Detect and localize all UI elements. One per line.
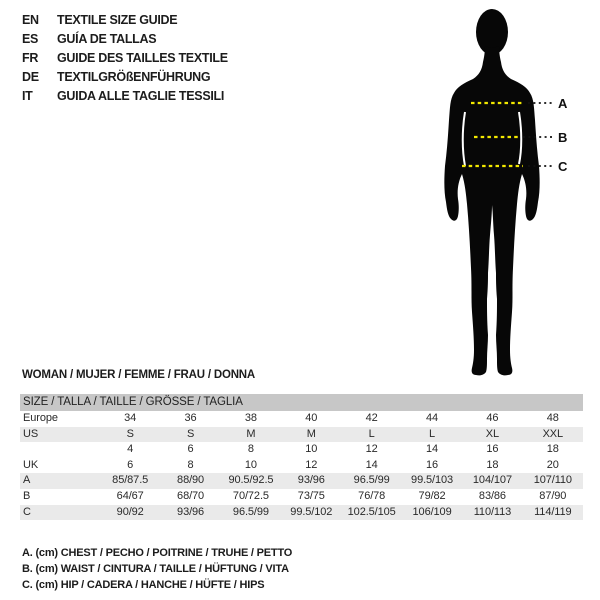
- row-label: A: [23, 474, 31, 487]
- size-cell: 88/90: [177, 474, 205, 487]
- language-label: TEXTILGRÖßENFÜHRUNG: [57, 70, 211, 84]
- legend-line: A. (cm) CHEST / PECHO / POITRINE / TRUHE / PETTO: [22, 547, 293, 559]
- size-cell: 48: [546, 412, 559, 424]
- size-cell: L: [429, 427, 436, 440]
- size-cell: 90/92: [116, 505, 144, 518]
- marker-label-b: B: [558, 130, 568, 145]
- size-cell: 18: [486, 458, 499, 471]
- section-title-woman: WOMAN / MUJER / FEMME / FRAU / DONNA: [22, 369, 256, 381]
- size-cell: 110/113: [473, 505, 512, 518]
- size-cell: 4: [127, 443, 134, 456]
- size-cell: 104/107: [472, 474, 512, 487]
- size-cell: 76/78: [358, 489, 386, 502]
- woman-silhouette-illustration: [438, 2, 562, 380]
- size-cell: 68/70: [177, 489, 205, 502]
- language-row: [22, 30, 228, 49]
- size-cell: 64/67: [116, 489, 144, 502]
- size-cell: 16: [486, 443, 499, 456]
- language-code: ES: [22, 32, 39, 46]
- size-cell: XL: [485, 427, 500, 440]
- legend-line: C. (cm) HIP / CADERA / HANCHE / HÜFTE / HIPS: [22, 579, 265, 591]
- language-label: TEXTILE SIZE GUIDE: [57, 13, 178, 27]
- size-cell: 18: [546, 443, 559, 456]
- language-list: [22, 11, 228, 106]
- size-cell: 79/82: [418, 489, 446, 502]
- size-cell: 96.5/99: [353, 474, 390, 487]
- size-cell: 99.5/103: [411, 474, 454, 487]
- table-row: [20, 473, 583, 489]
- language-code: IT: [22, 89, 33, 103]
- size-cell: 90.5/92.5: [228, 474, 274, 487]
- size-cell: 6: [187, 443, 194, 456]
- size-cell: XXL: [542, 427, 564, 440]
- language-row: [22, 68, 228, 87]
- table-row: [20, 442, 583, 458]
- language-label: GUIDE DES TAILLES TEXTILE: [57, 51, 228, 65]
- table-row: [20, 505, 583, 521]
- measurement-legend: [22, 545, 292, 593]
- size-cell: 8: [247, 443, 254, 456]
- size-cell: 102.5/105: [347, 505, 396, 518]
- row-label: UK: [23, 458, 39, 471]
- row-label: C: [23, 505, 31, 518]
- size-cell: 14: [426, 443, 439, 456]
- size-cell: 8: [187, 458, 194, 471]
- size-cell: 6: [127, 458, 134, 471]
- size-cell: 46: [486, 412, 499, 424]
- table-row: [20, 458, 583, 474]
- size-cell: 114/119: [534, 505, 572, 518]
- language-code: FR: [22, 51, 39, 65]
- size-cell: 16: [426, 458, 439, 471]
- size-cell: 20: [546, 458, 559, 471]
- size-cell: 42: [365, 412, 378, 424]
- size-cell: 87/90: [539, 489, 567, 502]
- size-table-header: SIZE / TALLA / TAILLE / GRÖSSE / TAGLIA: [20, 394, 583, 411]
- row-label: Europe: [23, 412, 58, 424]
- row-label: B: [23, 489, 31, 502]
- size-cell: 93/96: [297, 474, 325, 487]
- silhouette-body: [444, 46, 539, 375]
- table-row: [20, 411, 583, 427]
- table-row: [20, 489, 583, 505]
- language-row: [22, 87, 228, 106]
- size-cell: 40: [305, 412, 318, 424]
- language-row: [22, 49, 228, 68]
- size-cell: S: [186, 427, 195, 440]
- size-cell: 70/72.5: [232, 489, 269, 502]
- size-cell: 12: [305, 458, 318, 471]
- size-cell: 44: [426, 412, 439, 424]
- size-cell: S: [126, 427, 134, 440]
- language-label: GUÍA DE TALLAS: [57, 32, 157, 46]
- marker-label-a: A: [558, 96, 568, 111]
- row-label: US: [23, 427, 39, 440]
- size-cell: 10: [305, 443, 318, 456]
- size-table: [20, 394, 583, 520]
- table-row: [20, 427, 583, 443]
- size-cell: 83/86: [478, 489, 506, 502]
- size-cell: 36: [184, 412, 197, 424]
- legend-line: B. (cm) WAIST / CINTURA / TAILLE / HÜFTUNG / VITA: [22, 563, 289, 575]
- size-cell: 34: [124, 412, 137, 424]
- size-cell: 85/87.5: [112, 474, 149, 487]
- size-cell: M: [306, 427, 316, 440]
- size-cell: 96.5/99: [232, 505, 269, 518]
- size-cell: L: [368, 427, 375, 440]
- size-cell: 73/75: [297, 489, 325, 502]
- size-cell: 93/96: [177, 505, 205, 518]
- size-cell: 38: [244, 412, 257, 424]
- language-code: DE: [22, 70, 39, 84]
- measurement-figure: [438, 2, 598, 380]
- marker-label-c: C: [558, 159, 568, 174]
- size-cell: 14: [365, 458, 378, 471]
- size-cell: 12: [365, 443, 378, 456]
- language-row: [22, 11, 228, 30]
- row-label: [20, 442, 100, 458]
- size-cell: 99.5/102: [290, 505, 333, 518]
- size-cell: 106/109: [412, 505, 452, 518]
- size-table-body: [20, 411, 583, 520]
- size-cell: 10: [244, 458, 257, 471]
- size-cell: 107/110: [533, 474, 572, 487]
- language-code: EN: [22, 13, 39, 27]
- size-cell: M: [246, 427, 256, 440]
- language-label: GUIDA ALLE TAGLIE TESSILI: [57, 89, 225, 103]
